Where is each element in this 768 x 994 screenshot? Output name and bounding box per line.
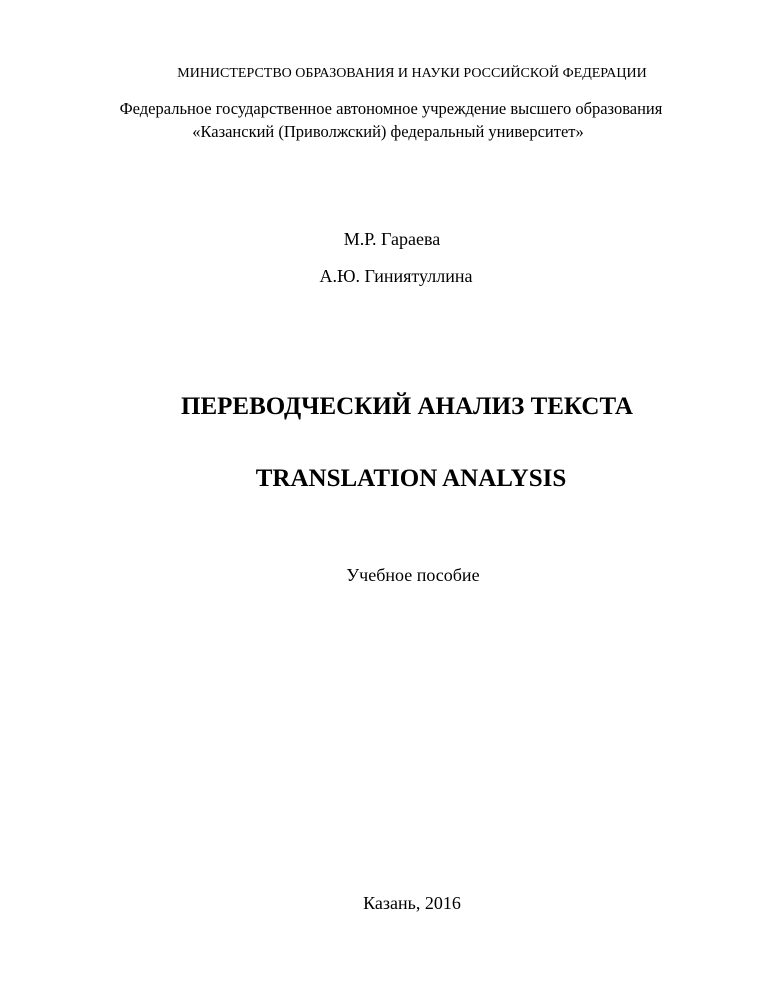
author-2: А.Ю. Гиниятуллина (319, 266, 473, 286)
ministry-name: МИНИСТЕРСТВО ОБРАЗОВАНИЯ И НАУКИ РОССИЙСКОЙ ФЕДЕРАЦИИ (177, 66, 647, 81)
place-and-year: Казань, 2016 (363, 893, 461, 913)
title-russian: ПЕРЕВОДЧЕСКИЙ АНАЛИЗ ТЕКСТА (181, 393, 633, 420)
document-type: Учебное пособие (346, 565, 480, 585)
author-1: М.Р. Гараева (343, 229, 441, 249)
university-name: «Казанский (Приволжский) федеральный университет» (192, 122, 584, 141)
title-english: TRANSLATION ANALYSIS (255, 465, 567, 492)
institution-type: Федеральное государственное автономное учреждение высшего образования (119, 99, 663, 118)
